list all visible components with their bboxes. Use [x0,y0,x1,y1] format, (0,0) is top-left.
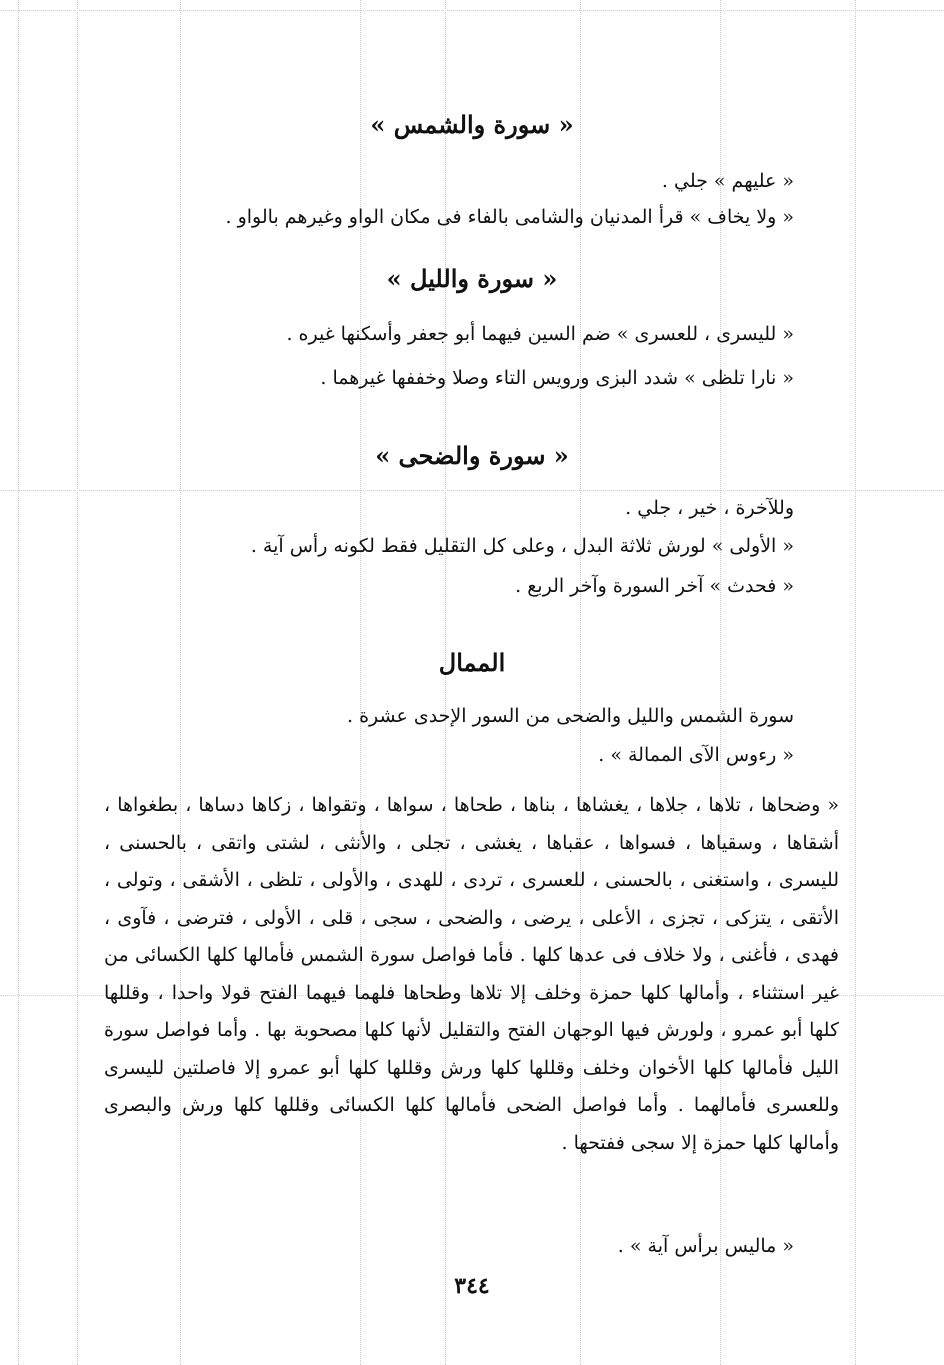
text-line: سورة الشمس والليل والضحى من السور الإحدى عشرة . [346,705,794,727]
scan-guide-line [0,490,944,491]
text-line: « عليهم » جلي . [661,170,794,192]
text-line: وللآخرة ، خير ، جلي . [625,497,794,519]
heading-al-mumal: الممال [438,648,506,677]
text-line: « ماليس برأس آية » . [617,1235,794,1257]
page-number: ٣٤٤ [454,1273,490,1299]
scan-guide-line [18,0,19,1365]
heading-surat-al-duha: « سورة والضحى » [375,441,569,470]
text-line: « الأولى » لورش ثلاثة البدل ، وعلى كل التقليل فقط لكونه رأس آية . [250,535,794,557]
scan-guide-line [855,0,856,1365]
scan-guide-line [0,10,944,11]
mumal-paragraph: « وضحاها ، تلاها ، جلاها ، يغشاها ، بناها ، طحاها ، سواها ، وتقواها ، زكاها دساها ، بطغواها ، أشقاها ، وسقياها ، فسواها ، عقباها ، يغشى ، تجلى ، والأنثى ، لشتى واتقى ، بالحسنى ، لليسرى ، واستغنى ، بالحسنى ، للعسرى ، تردى ، للهدى ، والأولى ، تلظى ، الأشقى ، وتولى ، الأتقى ، يتزكى ، تجزى ، الأعلى ، يرضى ، والضحى ، سجى ، قلى ، الأولى ، فترضى ، فآوى ، فهدى ، فأغنى ، ولا خلاف فى عدها كلها . فأما فواصل سورة الشمس فأمالها كلها الكسائى من غير استثناء ، وأمالها كلها حمزة وخلف إلا تلاها وطحاها فلهما فيهما الفتح قولا واحدا ، وقللها كلها أبو عمرو ، ولورش فيها الوجهان الفتح والتقليل لأنها كلها مصحوبة بها . وأما فواصل سورة الليل فأمالها كلها الأخوان وخلف وقللها كلها ورش وقللها كلها أبو عمرو إلا فاصلتين لليسرى وللعسرى فأمالهما . وأما فواصل الضحى فأمالها كلها الكسائى وقللها كلها ورش والبصرى وأمالها كلها حمزة إلا سجى ففتحها . [104,794,839,1154]
heading-surat-al-layl: « سورة والليل » [386,264,558,293]
scan-guide-line [77,0,78,1365]
text-line: « رءوس الآى الممالة » . [598,744,794,766]
text-line: « نارا تلظى » شدد البزى ورويس التاء وصلا وخففها غيرهما . [320,367,794,389]
text-line: « فحدث » آخر السورة وآخر الربع . [515,575,794,597]
text-line: « ولا يخاف » قرأ المدنيان والشامى بالفاء فى مكان الواو وغيرهم بالواو . [225,206,794,228]
text-line: « لليسرى ، للعسرى » ضم السين فيهما أبو جعفر وأسكنها غيره . [286,323,794,345]
heading-surat-al-shams: « سورة والشمس » [370,110,574,139]
